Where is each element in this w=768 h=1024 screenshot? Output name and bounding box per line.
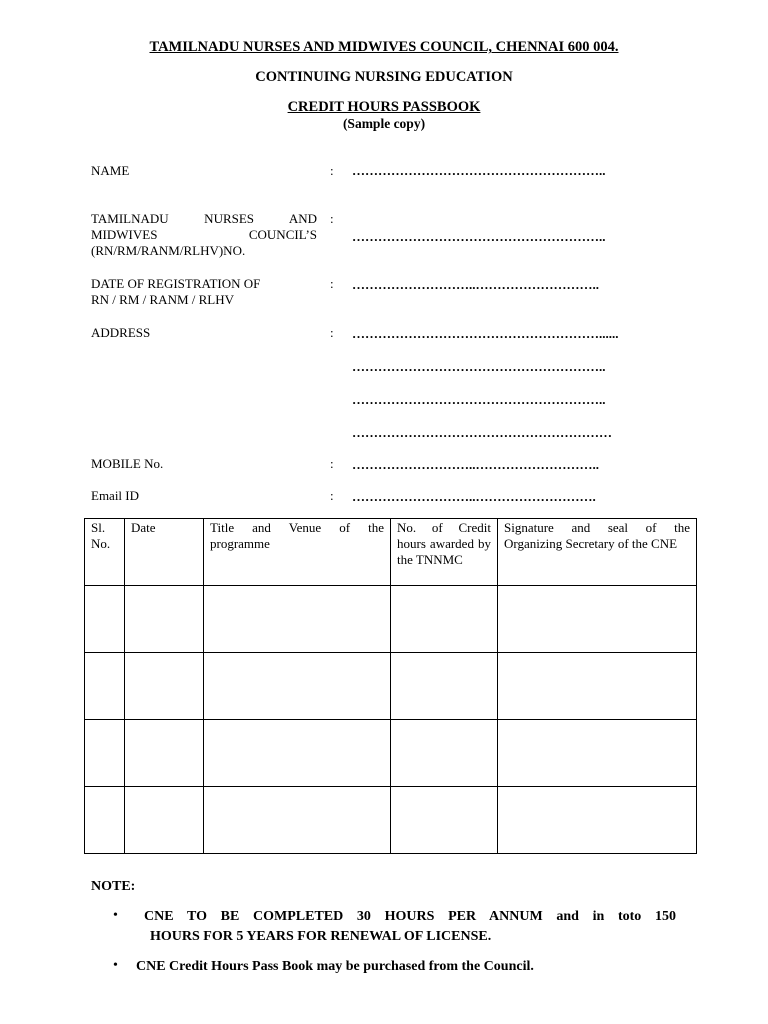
note-title: NOTE: (91, 879, 136, 894)
mobile-colon: : (330, 456, 334, 471)
table-row (85, 586, 697, 653)
note-bullet-1-line1: CNE TO BE COMPLETED 30 HOURS PER ANNUM and in toto 150 (144, 909, 676, 924)
cell-credit-hours[interactable] (391, 586, 498, 653)
cell-signature[interactable] (498, 787, 697, 854)
table-header-row (85, 519, 697, 586)
address-field-line1[interactable]: …………………………………………………...... (352, 326, 619, 341)
registration-number-field[interactable]: ………………………………………………….. (352, 229, 606, 244)
cell-sl-no[interactable] (85, 653, 125, 720)
cell-signature[interactable] (498, 653, 697, 720)
cell-credit-hours[interactable] (391, 787, 498, 854)
bullet-icon: • (113, 908, 118, 923)
registration-date-colon: : (330, 276, 334, 291)
address-label: ADDRESS (91, 325, 151, 340)
cell-date[interactable] (125, 653, 204, 720)
cell-credit-hours[interactable] (391, 653, 498, 720)
cell-date[interactable] (125, 787, 204, 854)
mobile-field[interactable]: ………………………..……………………….. (352, 457, 599, 472)
registration-label-line2: MIDWIVES COUNCIL’S (91, 227, 317, 242)
header-date: Date (125, 519, 204, 586)
cell-title-venue[interactable] (204, 720, 391, 787)
cell-signature[interactable] (498, 720, 697, 787)
registration-label-line3: (RN/RM/RANM/RLHV)NO. (91, 243, 246, 258)
document-title: CREDIT HOURS PASSBOOK (287, 99, 481, 115)
registration-colon: : (330, 211, 334, 226)
header-credit-hours: No. of Credit hours awarded by the TNNMC (391, 519, 498, 586)
council-heading: TAMILNADU NURSES AND MIDWIVES COUNCIL, CHENNAI 600 004. (149, 39, 619, 55)
cell-signature[interactable] (498, 586, 697, 653)
bullet-icon: • (113, 958, 118, 973)
email-label: Email ID (91, 488, 140, 503)
name-field[interactable]: ………………………………………………….. (352, 163, 606, 178)
address-colon: : (330, 325, 334, 340)
cell-date[interactable] (125, 720, 204, 787)
note-bullet-1-line2: HOURS FOR 5 YEARS FOR RENEWAL OF LICENSE. (150, 929, 492, 944)
mobile-label: MOBILE No. (91, 456, 164, 471)
cell-title-venue[interactable] (204, 653, 391, 720)
note-bullet-2: CNE Credit Hours Pass Book may be purchased from the Council. (136, 959, 534, 974)
registration-label-line1: TAMILNADU NURSES AND (91, 211, 317, 226)
name-colon: : (330, 163, 334, 178)
header-signature-seal: Signature and seal of the Organizing Secretary of the CNE (498, 519, 697, 586)
registration-date-label (91, 276, 317, 308)
email-field[interactable]: ………………………..………………………. (352, 489, 596, 504)
registration-date-field[interactable]: ………………………..……………………….. (352, 277, 599, 292)
cell-date[interactable] (125, 586, 204, 653)
document-subtitle: (Sample copy) (342, 116, 426, 131)
cell-sl-no[interactable] (85, 720, 125, 787)
credit-hours-table (84, 518, 697, 854)
cell-title-venue[interactable] (204, 586, 391, 653)
table-row (85, 653, 697, 720)
registration-date-label-line2: RN / RM / RANM / RLHV (91, 292, 235, 307)
cell-title-venue[interactable] (204, 787, 391, 854)
cell-sl-no[interactable] (85, 787, 125, 854)
email-colon: : (330, 488, 334, 503)
registration-date-label-line1: DATE OF REGISTRATION OF (91, 276, 261, 291)
header-title-venue: Title and Venue of the programme (204, 519, 391, 586)
header-sl-no-text: Sl. No. (91, 520, 111, 551)
table-row (85, 787, 697, 854)
header-sl-no (85, 519, 125, 586)
name-label: NAME (91, 163, 130, 178)
table-row (85, 720, 697, 787)
cell-sl-no[interactable] (85, 586, 125, 653)
address-field-line2[interactable]: ………………………………………………….. (352, 359, 606, 374)
registration-number-label (91, 211, 317, 259)
cell-credit-hours[interactable] (391, 720, 498, 787)
address-field-line3[interactable]: ………………………………………………….. (352, 392, 606, 407)
address-field-line4[interactable]: …………………………………………………… (352, 425, 612, 440)
program-heading: CONTINUING NURSING EDUCATION (255, 69, 513, 85)
